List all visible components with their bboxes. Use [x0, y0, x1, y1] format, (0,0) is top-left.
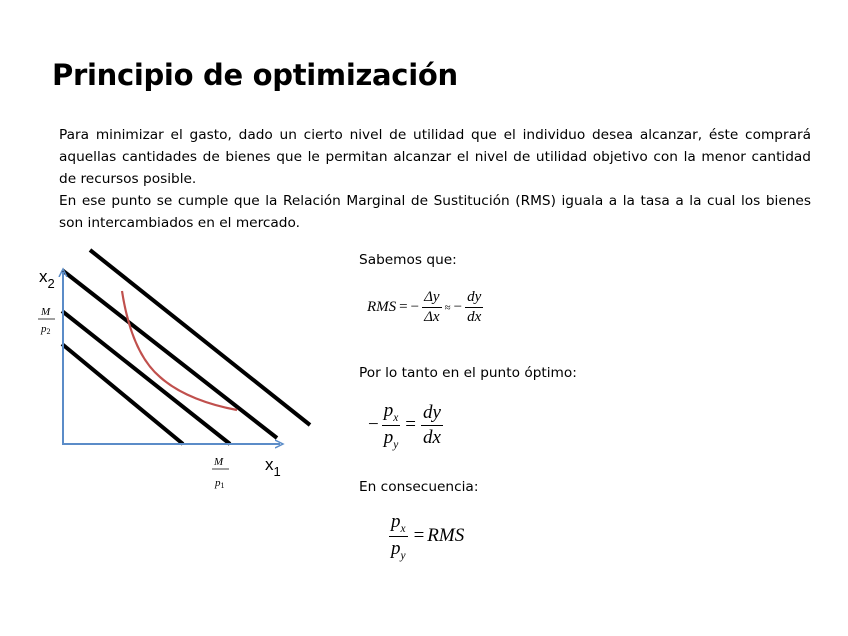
f1-minus2: − — [453, 299, 463, 315]
f2-eq: = — [405, 414, 416, 436]
f1-frac-d — [465, 289, 483, 326]
label-en-consecuencia: En consecuencia: — [359, 479, 479, 495]
f2-minus: − — [368, 414, 379, 436]
f1-minus: − — [410, 299, 420, 315]
y-axis-label: x — [39, 267, 48, 286]
formula-consecuencia — [386, 511, 464, 562]
svg-text:x1 — [265, 455, 281, 479]
f1-eq: = — [399, 299, 408, 315]
f2-num-sub: x — [393, 411, 399, 424]
f2-num-p: p — [383, 400, 394, 421]
budget-line-2 — [62, 311, 230, 444]
y-axis-label-sub: 2 — [47, 276, 55, 291]
budget-line-4 — [90, 250, 310, 425]
svg-text:p1 — [214, 477, 225, 490]
y-intercept-den: p — [41, 323, 47, 335]
f3-rhs: RMS — [427, 525, 465, 547]
f2-den-sub: y — [393, 438, 399, 451]
x-axis-label: x — [265, 455, 274, 474]
f2-frac-prices — [382, 400, 401, 451]
svg-text:x2 — [39, 267, 55, 291]
f2-frac-d — [421, 402, 443, 449]
paragraph-2: En ese punto se cumple que la Relación Marginal de Sustitución (RMS) iguala a la tasa a la cual los bienes son intercambiados en el mercado. — [59, 193, 811, 231]
label-por-lo-tanto: Por lo tanto en el punto óptimo: — [359, 365, 577, 381]
x-intercept-den: p — [215, 477, 221, 489]
budget-line-3 — [62, 270, 277, 438]
f1-den2: dx — [467, 309, 482, 325]
f3-num-p: p — [391, 511, 401, 532]
f1-num2: dy — [467, 289, 482, 305]
f3-num-sub: x — [400, 522, 406, 535]
y-intercept-den-sub: 2 — [46, 327, 51, 336]
label-sabemos: Sabemos que: — [359, 252, 457, 268]
y-intercept-num: M — [41, 306, 51, 318]
formula-optimo — [368, 400, 446, 451]
f3-den-p: p — [391, 537, 401, 559]
f1-lhs: RMS — [367, 299, 397, 315]
x-intercept-den-sub: 1 — [220, 481, 225, 490]
f1-frac-delta — [422, 289, 441, 326]
f2-den-p: p — [383, 426, 394, 448]
x-intercept-num: M — [214, 456, 224, 468]
f2-num2: dy — [423, 401, 441, 423]
svg-text:p2 — [40, 323, 51, 336]
formula-rms — [367, 289, 486, 326]
f3-frac-prices — [389, 511, 408, 562]
f1-approx: ≈ — [444, 301, 451, 314]
f2-den2: dx — [423, 426, 441, 448]
f1-den1: Δx — [424, 309, 440, 325]
f3-den-sub: y — [400, 549, 406, 562]
paragraph-1: Para minimizar el gasto, dado un cierto nivel de utilidad que el individuo desea alcanzar, éste comprará aquellas cantidades de bienes que le permitan alcanzar el nivel de utilidad objetivo con la menor cantidad de recursos posible. — [59, 127, 811, 187]
f1-num1: Δy — [424, 289, 440, 305]
f3-eq: = — [413, 525, 425, 547]
page-title: Principio de optimización — [52, 58, 458, 92]
x-axis-label-sub: 1 — [273, 464, 281, 479]
